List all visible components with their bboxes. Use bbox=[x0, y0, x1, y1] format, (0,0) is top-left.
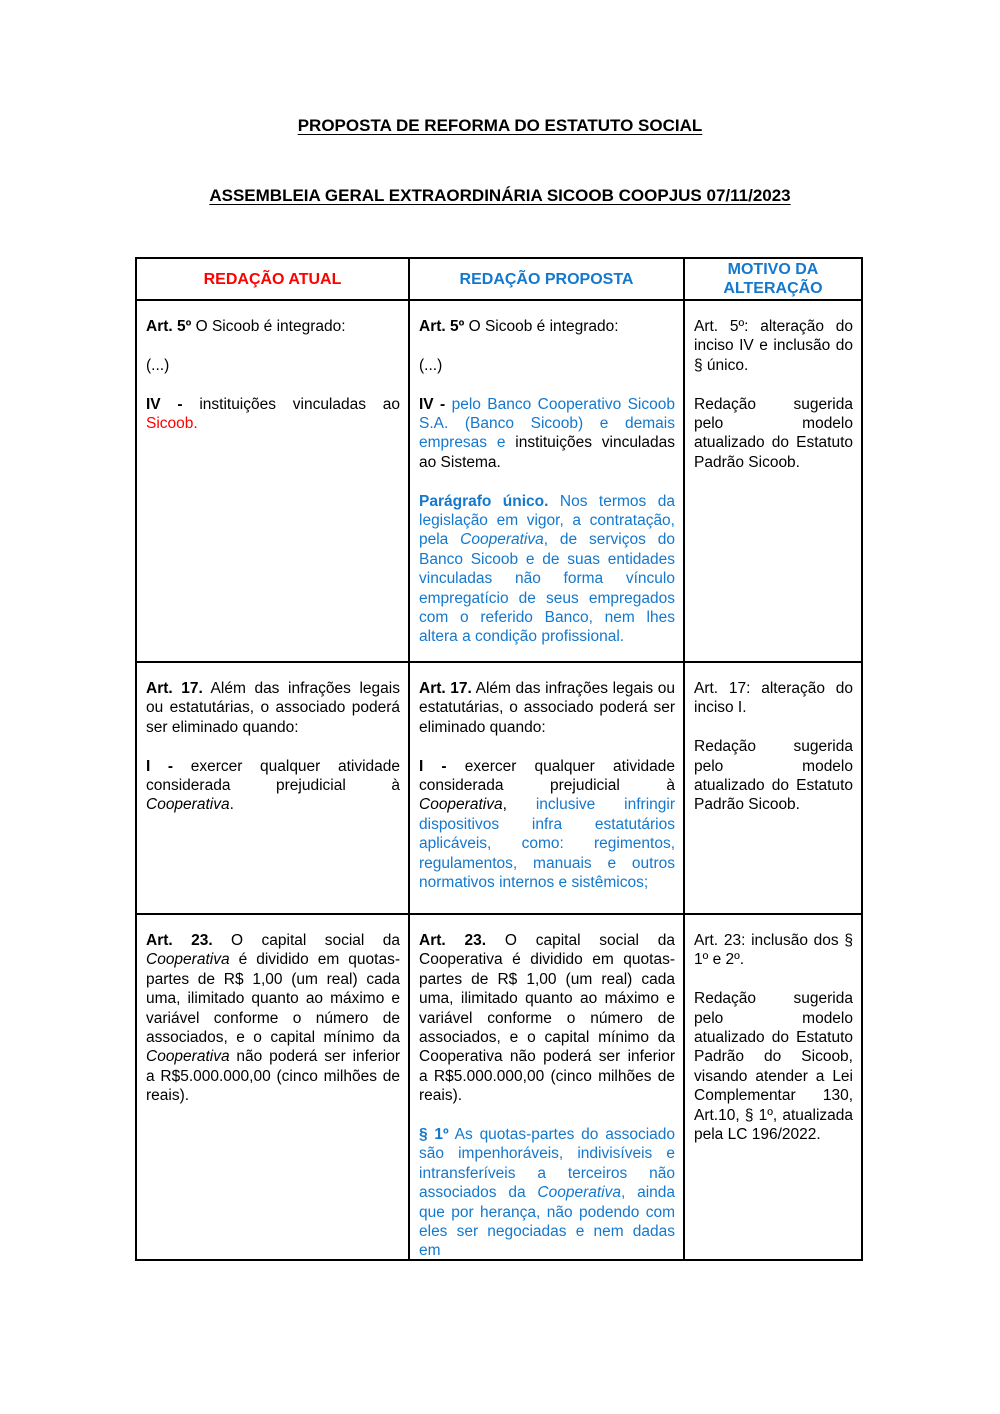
paragraph bbox=[146, 931, 400, 1106]
text-run: Além das infrações legais ou estatutárias, o associado poderá ser eliminado quando: bbox=[419, 680, 675, 736]
paragraph bbox=[694, 395, 853, 473]
text-run: Cooperativa bbox=[419, 796, 503, 814]
text-run: Parágrafo único. bbox=[419, 492, 549, 510]
cell-art17-motivo bbox=[684, 662, 862, 914]
document-title: PROPOSTA DE REFORMA DO ESTATUTO SOCIAL bbox=[297, 116, 703, 135]
statute-revision-table bbox=[135, 257, 863, 1261]
paragraph bbox=[694, 989, 853, 1144]
text-run: inclusive infringir dispositivos infra estatutários aplicáveis, como: regimentos, regulamentos, manuais e outros normativos internos e sistêmicos; bbox=[419, 796, 675, 892]
text-run: I - bbox=[419, 757, 447, 775]
paragraph bbox=[694, 737, 853, 815]
text-run: , de serviços do Banco Sicoob e de suas entidades vinculadas não forma vínculo empregatício de seus empregados com o referido Banco, nem lhes altera a condição profissional. bbox=[419, 531, 675, 646]
text-run: Art. 5º bbox=[146, 318, 192, 335]
text-run: As quotas-partes do associado são impenhoráveis, indivisíveis e intransferíveis a terceiros não associados da bbox=[419, 1126, 675, 1202]
text-run: (...) bbox=[419, 356, 443, 374]
text-run: O Sicoob é integrado: bbox=[191, 318, 346, 335]
text-run: IV - bbox=[419, 395, 452, 413]
text-run: IV - bbox=[146, 395, 183, 413]
text-run: exercer qualquer atividade considerada prejudicial à bbox=[419, 757, 675, 795]
cell-art17-redacao-atual bbox=[136, 662, 409, 914]
text-run: Cooperativa bbox=[460, 531, 544, 549]
text-run: Cooperativa bbox=[537, 1184, 621, 1202]
text-run: Além das infrações legais ou estatutárias, o associado poderá ser eliminado quando: bbox=[146, 680, 400, 736]
cell-art17-redacao-proposta bbox=[409, 662, 684, 914]
text-run: Sicoob. bbox=[146, 415, 198, 432]
table-row-art5 bbox=[136, 300, 862, 662]
paragraph bbox=[146, 317, 400, 336]
cell-art5-motivo bbox=[684, 300, 862, 662]
text-run: O capital social da Cooperativa é dividido em quotas-partes de R$ 1,00 (um real) cada uma, ilimitado quanto ao máximo e variável conforme o número de associados, e o capital mínimo da Cooperativa não poderá ser inferior a R$5.000.000,00 (cinco milhões de reais). bbox=[419, 932, 675, 1105]
paragraph bbox=[419, 356, 675, 375]
paragraph bbox=[146, 395, 400, 434]
table-header-row bbox=[136, 258, 862, 300]
text-run: pelo Banco Cooperativo Sicoob S.A. (Banco Sicoob) e demais empresas e bbox=[419, 395, 675, 452]
paragraph bbox=[146, 679, 400, 737]
text-run: Art. 23. bbox=[419, 932, 487, 949]
paragraph bbox=[419, 1125, 675, 1259]
text-run: exercer qualquer atividade considerada prejudicial à bbox=[146, 757, 400, 795]
paragraph bbox=[146, 356, 400, 375]
table-row-art23 bbox=[136, 914, 862, 1260]
text-run: instituições vinculadas ao Sistema. bbox=[419, 434, 675, 471]
header-redacao-atual: REDAÇÃO ATUAL bbox=[136, 258, 409, 300]
text-run: Art. 23. bbox=[146, 932, 213, 949]
text-run: (...) bbox=[146, 356, 170, 374]
text-run: . bbox=[229, 796, 234, 814]
text-run: Cooperativa bbox=[146, 796, 230, 814]
cell-art23-redacao-atual bbox=[136, 914, 409, 1260]
paragraph bbox=[419, 679, 675, 737]
paragraph bbox=[694, 317, 853, 375]
paragraph bbox=[694, 679, 853, 718]
paragraph bbox=[694, 931, 853, 970]
paragraph bbox=[419, 317, 675, 336]
paragraph bbox=[419, 492, 675, 647]
text-run: instituições vinculadas ao bbox=[182, 395, 400, 413]
text-run: , ainda que por herança, não podendo com eles ser negociadas e nem dadas em bbox=[419, 1184, 675, 1259]
text-run: O Sicoob é integrado: bbox=[464, 318, 619, 335]
text-run: Cooperativa bbox=[146, 951, 230, 969]
cell-art5-redacao-proposta bbox=[409, 300, 684, 662]
text-run: , bbox=[502, 796, 536, 814]
cell-art23-redacao-proposta bbox=[409, 914, 684, 1260]
text-run: Art. 17. bbox=[146, 680, 203, 697]
text-run: I - bbox=[146, 757, 174, 775]
text-run: O capital social da bbox=[212, 932, 400, 949]
paragraph bbox=[146, 757, 400, 815]
text-run: é dividido em quotas-partes de R$ 1,00 (um real) cada uma, ilimitado quanto ao máximo e variável conforme o número de associados, e o capital mínimo da bbox=[146, 951, 400, 1047]
text-run: Art. 17: alteração do inciso I. bbox=[694, 680, 853, 717]
cell-art5-redacao-atual bbox=[136, 300, 409, 662]
text-run: Art. 5º bbox=[419, 318, 465, 335]
paragraph bbox=[419, 395, 675, 473]
text-run: Redação sugerida pelo modelo atualizado do Estatuto Padrão Sicoob. bbox=[694, 738, 853, 814]
text-run: Redação sugerida pelo modelo atualizado do Estatuto Padrão Sicoob. bbox=[694, 395, 853, 471]
cell-art23-motivo bbox=[684, 914, 862, 1260]
paragraph bbox=[419, 931, 675, 1106]
table-row-art17 bbox=[136, 662, 862, 914]
header-redacao-proposta: REDAÇÃO PROPOSTA bbox=[409, 258, 684, 300]
document-subtitle: ASSEMBLEIA GERAL EXTRAORDINÁRIA SICOOB COOPJUS 07/11/2023 bbox=[209, 186, 791, 205]
header-motivo-alteracao: MOTIVO DA ALTERAÇÃO bbox=[684, 258, 862, 300]
text-run: Cooperativa bbox=[146, 1048, 230, 1066]
text-run: Art. 5º: alteração do inciso IV e inclusão do § único. bbox=[694, 318, 853, 374]
text-run: § 1º bbox=[419, 1126, 449, 1144]
text-run: Art. 17. bbox=[419, 680, 472, 697]
text-run: Art. 23: inclusão dos § 1º e 2º. bbox=[694, 932, 853, 969]
paragraph bbox=[419, 757, 675, 893]
text-run: Redação sugerida pelo modelo atualizado do Estatuto Padrão do Sicoob, visando atender a Lei Complementar 130, Art.10, § 1º, atualizada pela LC 196/2022. bbox=[694, 990, 853, 1144]
text-run: não poderá ser inferior a R$5.000.000,00 (cinco milhões de reais). bbox=[146, 1048, 400, 1105]
text-run: Nos termos da legislação em vigor, a contratação, pela bbox=[419, 492, 675, 549]
